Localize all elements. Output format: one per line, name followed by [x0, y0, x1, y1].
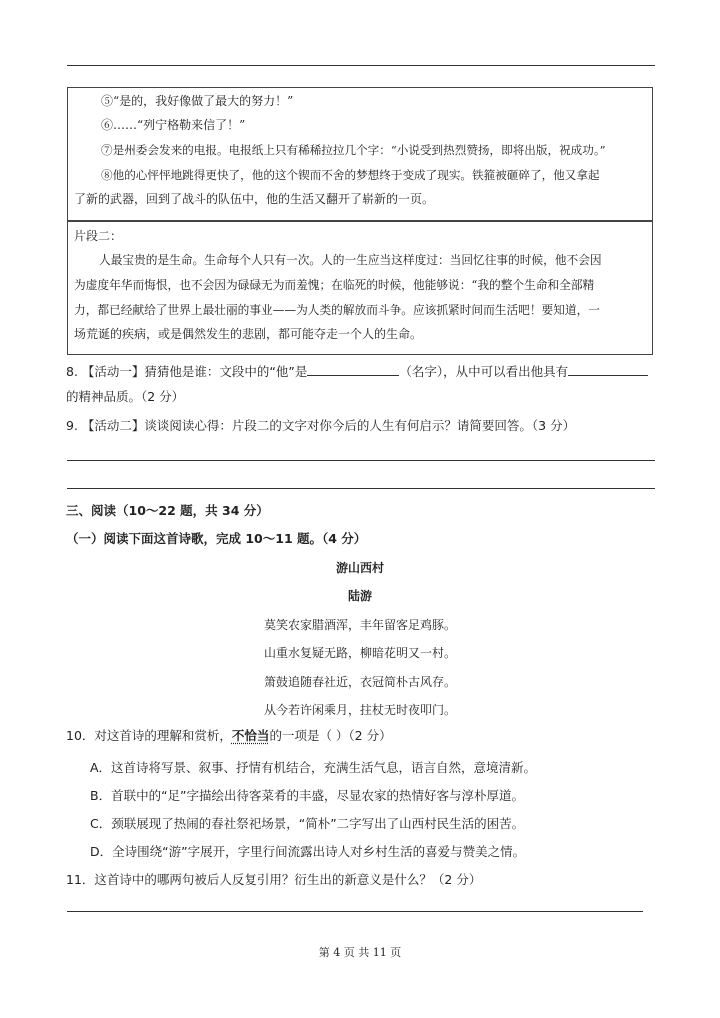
question-8-text-b: （名字），从中可以看出他具有	[399, 364, 569, 379]
passage-two-line: 人最宝贵的是生命。生命每个人只有一次。人的一生应当这样度过：当回忆往事的时候，他不会因	[99, 253, 602, 267]
question-10	[66, 728, 392, 744]
answer-line[interactable]	[67, 460, 655, 461]
question-10-emphasis: 不恰当	[231, 728, 270, 743]
passage-one-line: ⑦是州委会发来的电报。电报纸上只有稀稀拉拉几个字：“小说受到热烈赞扬，即将出版，祝成功。”	[101, 143, 606, 157]
passage-two-heading: 片段二：	[74, 229, 123, 243]
passage-one-line: ⑤“是的，我好像做了最大的努力！”	[101, 94, 294, 108]
passage-two-line: 力，都已经献给了世界上最壮丽的事业——为人类的解放而斗争。应该抓紧时间而生活吧！要知道，一	[74, 303, 600, 317]
question-8	[66, 363, 648, 380]
option-a[interactable]: A．这首诗将写景、叙事、抒情有机结合，充满生活气息，语言自然，意境清新。	[90, 760, 537, 775]
poem-line: 莫笑农家腊酒浑，丰年留客足鸡豚。	[263, 618, 456, 632]
question-10-text-b: 的一项是（ ）（2 分）	[269, 728, 392, 743]
question-11: 11．这首诗中的哪两句被后人反复引用？衍生出的新意义是什么？（2 分）	[66, 872, 482, 887]
option-b[interactable]: B．首联中的“足”字描绘出待客菜肴的丰盛，尽显农家的热情好客与淳朴厚道。	[90, 788, 525, 803]
section-title: 三、阅读（10～22 题，共 34 分）	[66, 503, 269, 518]
answer-blank-quality[interactable]	[568, 363, 648, 376]
poem-title: 游山西村	[335, 561, 384, 575]
subsection-title: （一）阅读下面这首诗歌，完成 10～11 题。（4 分）	[66, 531, 367, 546]
poem-line: 从今若许闲乘月，拄杖无时夜叩门。	[263, 703, 456, 717]
option-d[interactable]: D．全诗围绕“游”字展开，字里行间流露出诗人对乡村生活的喜爱与赞美之情。	[90, 844, 526, 859]
question-8-text-a: 8. 【活动一】猜猜他是谁：文段中的“他”是	[66, 364, 308, 379]
passage-one-line: ⑧他的心怦怦地跳得更快了，他的这个锲而不舍的梦想终于变成了现实。铁箍被砸碎了，他又拿起	[101, 168, 600, 182]
poem-line: 箫鼓追随春社近，衣冠简朴古风存。	[263, 675, 456, 689]
poem-line: 山重水复疑无路，柳暗花明又一村。	[263, 646, 456, 660]
passage-two-line: 为虚度年华而悔恨，也不会因为碌碌无为而羞愧；在临死的时候，他能够说：“我的整个生命和全部精	[74, 278, 595, 292]
answer-blank-name[interactable]	[307, 363, 399, 376]
question-10-text-a: 10．对这首诗的理解和赏析，	[66, 728, 232, 743]
option-c[interactable]: C．颈联展现了热闹的春社祭祀场景，“简朴”二字写出了山西村民生活的困苦。	[90, 816, 525, 831]
question-9: 9. 【活动二】谈谈阅读心得：片段二的文字对你今后的人生有何启示？请简要回答。（3 分）	[66, 418, 576, 433]
passage-one-line: 了新的武器，回到了战斗的队伍中，他的生活又翻开了崭新的一页。	[74, 192, 435, 206]
passage-two-line: 场荒诞的疾病，或是偶然发生的悲剧，都可能夺走一个人的生命。	[74, 327, 423, 341]
answer-line[interactable]	[67, 911, 643, 912]
answer-line[interactable]	[67, 488, 655, 489]
poem-author: 陆游	[347, 589, 372, 603]
page-number: 第 4 页 共 11 页	[318, 946, 402, 959]
header-rule	[67, 65, 655, 66]
question-8-continued: 的精神品质。（2 分）	[66, 389, 185, 404]
passage-one-line: ⑥……“列宁格勒来信了！”	[101, 118, 246, 132]
